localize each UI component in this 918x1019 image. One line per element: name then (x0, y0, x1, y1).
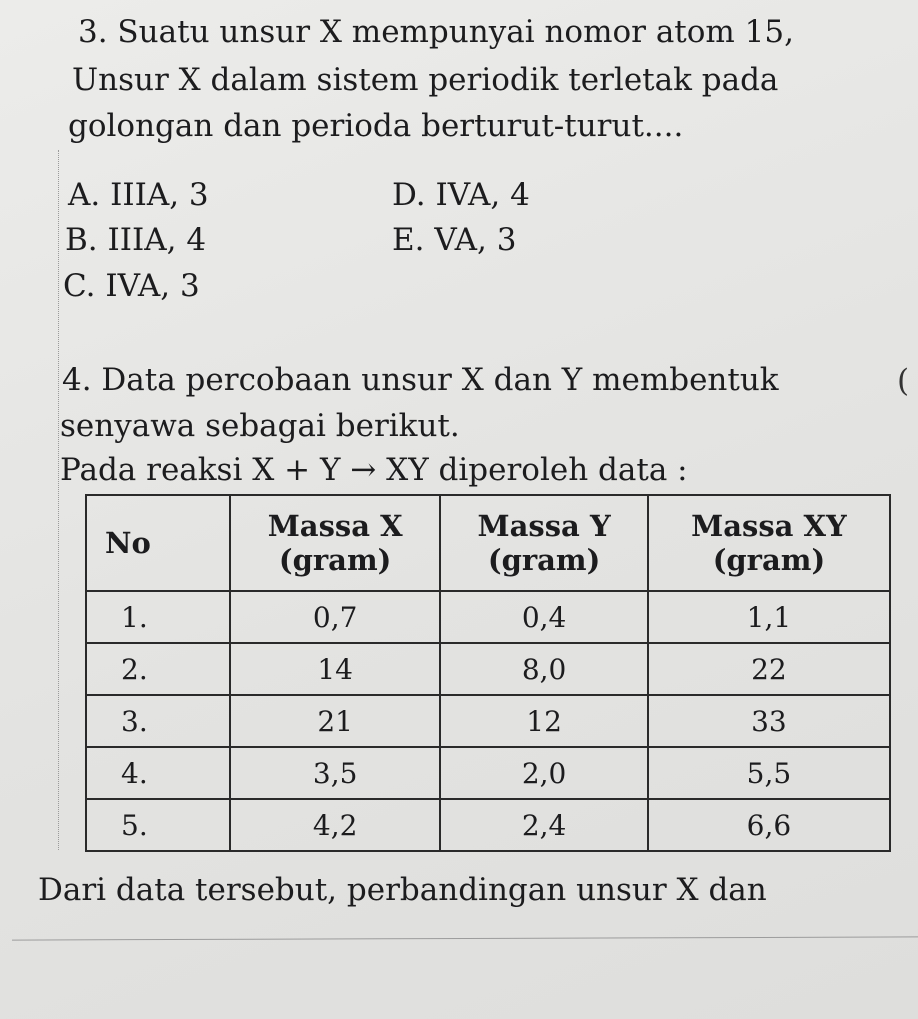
q3-option-b: B. IIIA, 4 (65, 222, 207, 258)
cell-massa-x: 3,5 (230, 747, 440, 799)
q3-option-e: E. VA, 3 (392, 222, 517, 258)
cell-massa-xy: 1,1 (648, 591, 890, 643)
q3-option-a: A. IIIA, 3 (68, 177, 209, 213)
page-bottom-rule (12, 936, 918, 940)
cell-massa-xy: 6,6 (648, 799, 890, 851)
q4-line-2: senyawa sebagai berikut. (60, 408, 460, 444)
header-massa-y: Massa Y (gram) (440, 495, 648, 591)
header-massa-x: Massa X (gram) (230, 495, 440, 591)
table-row (86, 695, 890, 747)
header-massa-xy: Massa XY (gram) (648, 495, 890, 591)
q3-line-1: 3. Suatu unsur X mempunyai nomor atom 15, (78, 14, 794, 50)
cell-massa-y: 0,4 (440, 591, 648, 643)
cell-massa-y: 2,4 (440, 799, 648, 851)
cell-massa-x: 21 (230, 695, 440, 747)
q4-line-3: Pada reaksi X + Y → XY diperoleh data : (60, 452, 688, 488)
table-row (86, 799, 890, 851)
q4-line-1: 4. Data percobaan unsur X dan Y membentuk (62, 362, 779, 398)
cell-massa-xy: 5,5 (648, 747, 890, 799)
cell-massa-x: 14 (230, 643, 440, 695)
header-no: No (86, 495, 230, 591)
q3-line-3: golongan dan perioda berturut-turut.... (68, 108, 684, 144)
cell-no: 5. (86, 799, 230, 851)
table-row (86, 747, 890, 799)
cell-massa-x: 4,2 (230, 799, 440, 851)
cell-massa-xy: 22 (648, 643, 890, 695)
q3-option-d: D. IVA, 4 (392, 177, 530, 213)
q4-closing-line: Dari data tersebut, perbandingan unsur X dan (38, 872, 767, 908)
cell-massa-y: 12 (440, 695, 648, 747)
cell-no: 3. (86, 695, 230, 747)
cell-no: 1. (86, 591, 230, 643)
margin-line (58, 150, 59, 850)
q3-option-c: C. IVA, 3 (63, 268, 200, 304)
cell-massa-y: 8,0 (440, 643, 648, 695)
q3-line-2: Unsur X dalam sistem periodik terletak pada (72, 62, 779, 98)
cell-massa-xy: 33 (648, 695, 890, 747)
table-header-row (86, 495, 890, 591)
table-row (86, 643, 890, 695)
edge-fragment: ( (897, 363, 910, 399)
cell-no: 2. (86, 643, 230, 695)
table-row (86, 591, 890, 643)
cell-no: 4. (86, 747, 230, 799)
data-table (85, 494, 891, 852)
cell-massa-x: 0,7 (230, 591, 440, 643)
cell-massa-y: 2,0 (440, 747, 648, 799)
